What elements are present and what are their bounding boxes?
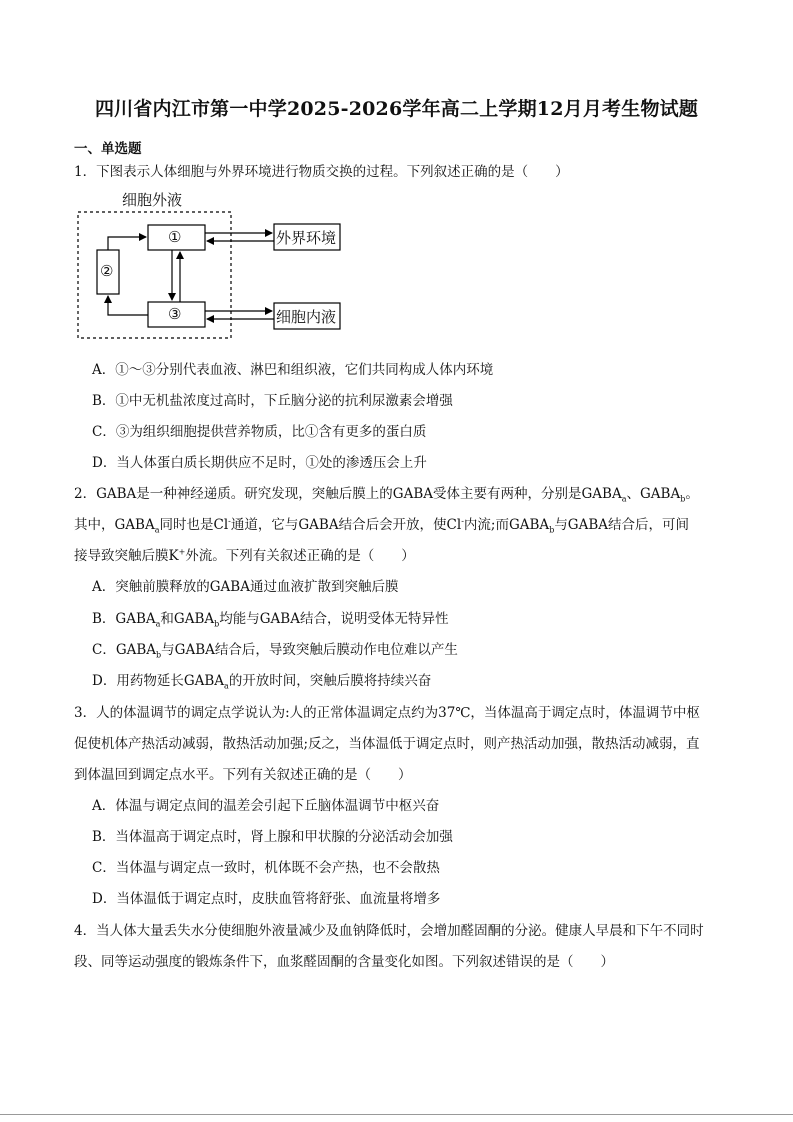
intracellular-fluid-label: 细胞内液 xyxy=(276,308,337,326)
question-3-stem-line-1: 3．人的体温调节的调定点学说认为:人的正常体温调定点约为37℃，当体温高于调定点时，体温调节中枢 xyxy=(74,705,700,721)
question-4-stem-line-1: 4．当人体大量丢失水分使细胞外液量减少及血钠降低时，会增加醛固酮的分泌。健康人早晨和下午不同时 xyxy=(74,923,704,939)
page-bottom-rule xyxy=(0,1114,793,1115)
frame-label: 细胞外液 xyxy=(122,191,183,209)
external-environment-label: 外界环境 xyxy=(276,229,337,247)
question-3-option-c: C．当体温与调定点一致时，机体既不会产热，也不会散热 xyxy=(92,860,440,876)
question-1-option-c: C．③为组织细胞提供营养物质，比①含有更多的蛋白质 xyxy=(92,424,427,440)
box-3-label: ③ xyxy=(168,305,182,323)
question-3-option-d: D．当体温低于调定点时，皮肤血管将舒张、血流量将增多 xyxy=(92,891,441,907)
arrow-2-to-1 xyxy=(108,237,146,250)
question-1-option-a: A．①～③分别代表血液、淋巴和组织液，它们共同构成人体内环境 xyxy=(92,362,494,378)
page-title: 四川省内江市第一中学2025-2026学年高二上学期12月月考生物试题 xyxy=(94,98,699,120)
question-2-stem-line-3: 接导致突触后膜K+外流。下列有关叙述正确的是（ ） xyxy=(74,547,415,564)
arrow-3-to-2 xyxy=(108,296,148,315)
question-1-option-b: B．①中无机盐浓度过高时，下丘脑分泌的抗利尿激素会增强 xyxy=(92,393,453,409)
box-2-label: ② xyxy=(100,262,114,280)
question-1-diagram xyxy=(74,186,364,342)
question-4-stem-line-2: 段、同等运动强度的锻炼条件下，血浆醛固酮的含量变化如图。下列叙述错误的是（ ） xyxy=(74,954,614,970)
question-2-option-a: A．突触前膜释放的GABA通过血液扩散到突触后膜 xyxy=(92,579,399,595)
question-2-stem-line-1: 2．GABA是一种神经递质。研究发现，突触后膜上的GABA受体主要有两种，分别是$GABA_a$、$GABA_b$。 xyxy=(74,486,699,504)
question-3-stem-line-2: 促使机体产热活动减弱，散热活动加强;反之，当体温低于调定点时，则产热活动加强，散热活动减弱，直 xyxy=(74,736,700,752)
question-3-stem-line-3: 到体温回到调定点水平。下列有关叙述正确的是（ ） xyxy=(74,767,412,783)
box-1-label: ① xyxy=(168,228,182,246)
section-heading: 一、单选题 xyxy=(74,141,142,157)
question-2-option-d: D．用药物延长$GABA_a$的开放时间，突触后膜将持续兴奋 xyxy=(92,673,432,691)
question-3-option-b: B．当体温高于调定点时，肾上腺和甲状腺的分泌活动会加强 xyxy=(92,829,453,845)
question-3-option-a: A．体温与调定点间的温差会引起下丘脑体温调节中枢兴奋 xyxy=(92,798,440,814)
question-2-stem-line-2: 其中，$GABA_a$同时也是Cl-通道，它与GABA结合后会开放，使Cl-内流;而$GABA_b$与GABA结合后，可间 xyxy=(74,516,690,535)
question-2-option-c: C．$GABA_b$与GABA结合后，导致突触后膜动作电位难以产生 xyxy=(92,642,458,660)
question-2-option-b: B．$GABA_a$和$GABA_b$均能与GABA结合，说明受体无特异性 xyxy=(92,611,449,629)
question-1-option-d: D．当人体蛋白质长期供应不足时，①处的渗透压会上升 xyxy=(92,455,427,471)
question-1-stem: 1．下图表示人体细胞与外界环境进行物质交换的过程。下列叙述正确的是（ ） xyxy=(74,164,569,180)
